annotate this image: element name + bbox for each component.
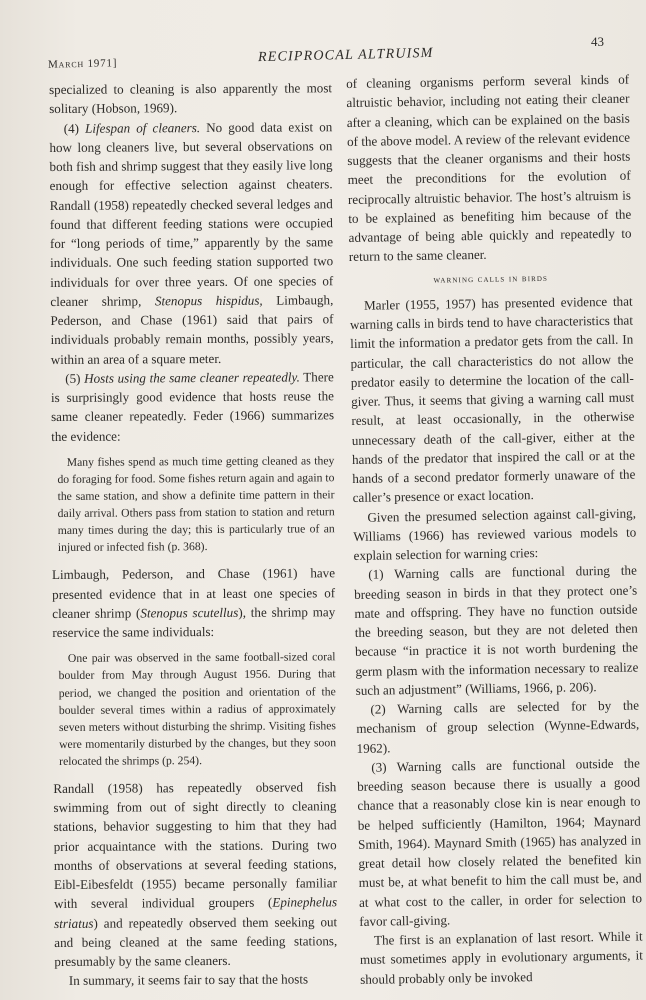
paragraph-text: There is surprisingly good evidence that hosts reuse the same cleaner repeatedly. Feder (1966) summarizes the evidence: (50, 369, 335, 444)
paragraph-text: Limbaugh, Pederson, and Chase (1961) said that pairs of individuals probably remain months, possibly years, within an area of a square meter. (50, 292, 334, 367)
page-number: 43 (591, 34, 604, 49)
block-quote (52, 649, 336, 770)
paragraph: (1) Warning calls are functional during the breeding season in birds in that they protect one’s mate and offspring. They have no function outside the breeding season, but they are not deleted then because “in practice it is not worth burdening the germ plasm with the information necessary to realize such an adjustment” (Williams, 1966, p. 206). (354, 562, 639, 698)
paragraph-text: Limbaugh, Pederson, and Chase (1961) have presented evidence that in at least one species of cleaner shrimp ( (51, 565, 336, 621)
species-name: Stenopus hispidus, (154, 292, 263, 309)
inline-heading: Lifespan of cleaners. (84, 119, 201, 136)
right-column (346, 70, 643, 989)
item-number: (5) (65, 370, 85, 386)
item-number: (4) (63, 120, 86, 136)
paragraph: The first is an explanation of last resort. While it must sometimes apply in evolutionary arguments, it should probably only be invoked (359, 928, 643, 987)
paragraph-lifespan (49, 117, 334, 369)
paragraph: specialized to cleaning is also apparently the most solitary (Hobson, 1969). (49, 80, 333, 117)
paragraph-text: Randall (1958) has repeatedly observed fish swimming from out of sight directly to cleaning stations, behavior suggesting to him that they had prior acquaintance with the stations. During two months of observations at several feeding stations, Eibl-Eibesfeldt (1955) became personally familiar with several individual groupers ( (53, 779, 337, 912)
inline-heading: Hosts using the same cleaner repeatedly. (84, 369, 300, 386)
paragraph: (2) Warning calls are selected for by the mechanism of group selection (Wynne-Edwards, 1962). (356, 697, 640, 756)
paragraph-text: ), the shrimp may reservice the same individuals: (52, 604, 336, 641)
running-head-title: RECIPROCAL ALTRUISM (257, 45, 434, 66)
paragraph-limbaugh (52, 564, 335, 643)
paragraph-text: ) and repeatedly observed them seeking out and being cleaned at the same feeding stations, presumably by the same cleaners. (54, 913, 338, 970)
paragraph-text: No good data exist on how long cleaners live, but several observations on both fish and shrimp suggest that they easily live long enough for effective selection against cheaters. Randall (1958) repeatedly checked several ledges and found that different feeding stations were occupied for “long periods of time,” apparently by the same individuals. One such feeding station supported two individuals for over three years. Of one species of cleaner shrimp, (49, 118, 334, 309)
running-head-date: March 1971] (47, 57, 118, 71)
species-name: Epinephelus striatus (54, 894, 338, 931)
section-heading: warning calls in birds (433, 273, 549, 286)
paragraph-randall (53, 777, 337, 971)
quote-text: Many fishes spend as much time getting cleaned as they do foraging for food. Some fishes return again and again to the same station, and show a definite time pattern in their daily arrival. Others pass from station to station and return many times during the day; this is particularly true of an injured or infected fish (p. 368). (57, 454, 335, 555)
quote-text: One pair was observed in the same football-sized coral boulder from May through August 1956. During that period, we changed the position and orientation of the boulder several times within a radius of approximately seven meters without disturbing the shrimp. Visiting fishes were momentarily disturbed by the changes, but they soon relocated the shrimps (p. 254). (58, 650, 337, 768)
species-name: Stenopus scutellus (140, 604, 239, 621)
paragraph: (3) Warning calls are functional outside the breeding season because there is usually a good chance that a reasonably close kin is near enough to be helped sufficiently (Hamilton, 1964; Maynard Smith, 1964). Maynard Smith (1965) has analyzed in great detail how closely related the benefited kin must be, at what benefit to him the call must be, and at what cost to the caller, in order for selection to favor call-giving. (357, 755, 643, 929)
paragraph-hosts (51, 367, 334, 446)
running-head (44, 34, 606, 71)
paragraph: Marler (1955, 1957) has presented evidence that warning calls in birds tend to have characteristics that limit the information a predator gets from the call. In particular, the call characteristics do not allow the predator easily to determine the location of the call-giver. Thus, it seems that giving a warning call must result, at least occasionally, in the otherwise unnecessary death of the call-giver, either at the hands of the predator that inspired the call or at the hands of a second predator formerly unaware of the caller’s presence or exact location. (349, 293, 636, 506)
left-column (49, 78, 338, 990)
block-quote (51, 452, 335, 556)
paragraph-summary: In summary, it seems fair to say that the hosts (68, 971, 309, 989)
paragraph: of cleaning organisms perform several kinds of altruistic behavior, including not eating their cleaner after a cleaning, which can be explained on the basis of the above model. A review of the relevant evidence suggests that the cleaner organisms and their hosts meet the preconditions for the evolution of reciprocally altruistic behavior. The host’s altruism is to be explained as benefiting him because of the advantage of being able quickly and repeatedly to return to the same cleaner. (346, 71, 632, 265)
paragraph: Given the presumed selection against call-giving, Williams (1966) has reviewed various models to explain selection for warning cries: (353, 505, 637, 563)
